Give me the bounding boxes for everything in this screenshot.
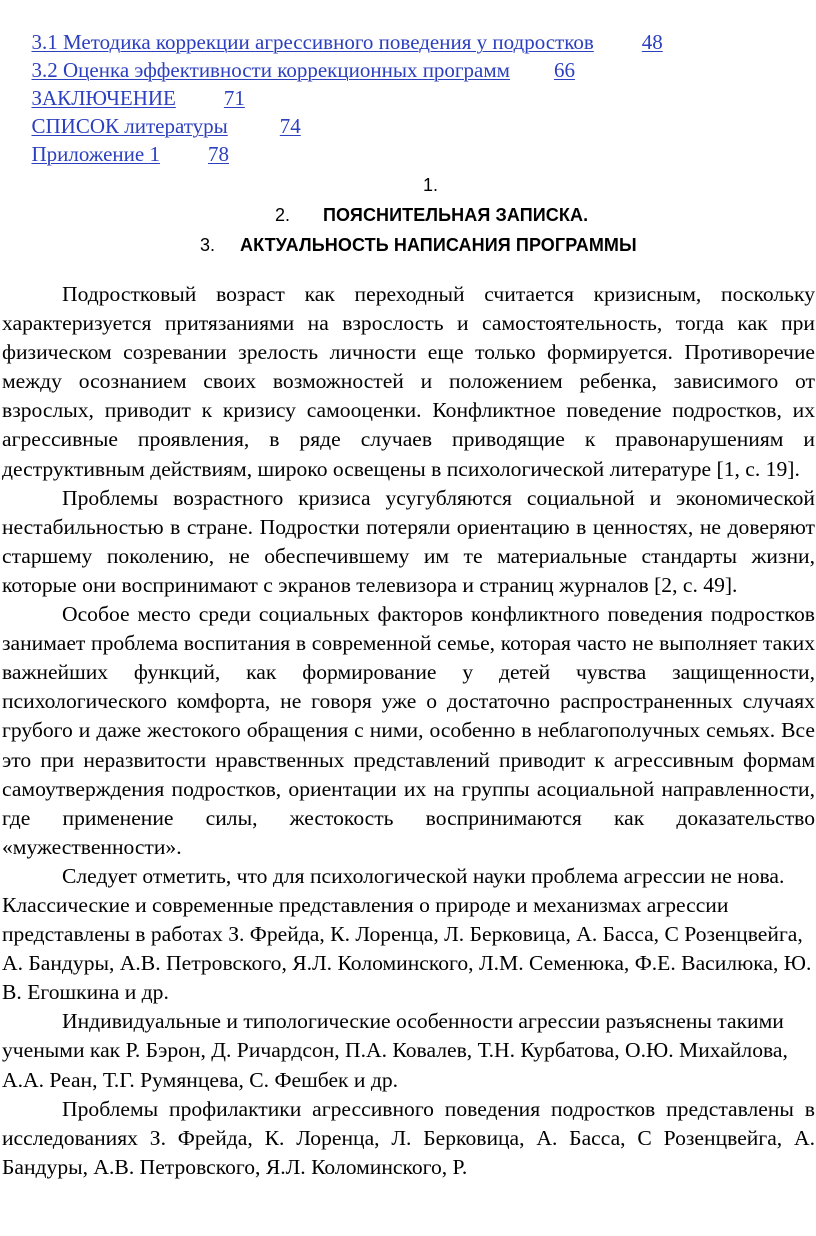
table-of-contents bbox=[0, 0, 816, 166]
toc-page-number: 66 bbox=[553, 58, 575, 82]
toc-entry[interactable] bbox=[0, 0, 816, 54]
paragraph: Индивидуальные и типологические особенности агрессии разъяснены такими учеными как Р. Бэрон, Д. Ричардсон, П.А. Ковалев, Т.Н. Курбатова, О.Ю. Михайлова, А.А. Реан, Т.Г. Румянцева, С. Фешбек и др. bbox=[2, 1009, 788, 1092]
toc-label: ЗАКЛЮЧЕНИЕ bbox=[31, 86, 176, 110]
paragraph: Особое место среди социальных факторов конфликтного поведения подростков занимает проблема воспитания в современной семье, которая часто не выполняет таких важнейших функций, как формирование у детей чувства защищенности, психологического комфорта, не говоря уже о достаточно распространенных случаях грубого и даже жестокого обращения с ними, особенно в неблагополучных семьях. Все это при неразвитости нравственных представлений приводит к агрессивным формам самоутверждения подростков, ориентации их на группы асоциальной направленности, где применение силы, жестокость воспринимаются как доказательство «мужественности». bbox=[2, 602, 815, 859]
heading-row bbox=[0, 200, 816, 230]
toc-page-number: 74 bbox=[279, 114, 301, 138]
toc-label: Приложение 1 bbox=[31, 142, 160, 166]
section-headings bbox=[0, 170, 816, 260]
paragraph: Проблемы профилактики агрессивного поведения подростков представлены в исследованиях З. Фрейда, К. Лоренца, Л. Берковица, А. Басса, С Розенцвейга, А. Бандуры, А.В. Петровского, Я.Л. Коломинского, Р. bbox=[2, 1096, 815, 1179]
paragraph: Подростковый возраст как переходный считается кризисным, поскольку характеризуется притязаниями на взрослость и самостоятельность, тогда как при физическом созревании зрелость личности еще только формируется. Противоречие между осознанием своих возможностей и положением ребенка, зависимого от взрослых, приводит к кризису самооценки. Конфликтное поведение подростков, их агрессивные проявления, в ряде случаев приводящие к правонарушениям и деструктивным действиям, широко освещены в психологической литературе [1, с. 19]. bbox=[2, 282, 815, 481]
paragraph: Следует отметить, что для психологической науки проблема агрессии не нова. Классические и современные представления о природе и механизмах агрессии представлены в работах З. Фрейда, К. Лоренца, Л. Берковица, А. Басса, С Розенцвейга, А. Бандуры, А.В. Петровского, Я.Л. Коломинского, Л.М. Семенюка, Ф.Е. Василюка, Ю. В. Егошкина и др. bbox=[2, 863, 812, 1005]
toc-page-number: 71 bbox=[223, 86, 245, 110]
toc-link[interactable] bbox=[32, 114, 301, 138]
heading-number: 3. bbox=[200, 235, 216, 255]
toc-page-number: 48 bbox=[641, 30, 663, 54]
toc-label: СПИСОК литературы bbox=[31, 114, 228, 138]
heading-row bbox=[0, 230, 816, 260]
toc-page-number: 78 bbox=[207, 142, 229, 166]
toc-link[interactable] bbox=[32, 142, 229, 166]
toc-link[interactable] bbox=[32, 30, 663, 54]
heading-row bbox=[0, 170, 816, 200]
toc-link[interactable] bbox=[32, 86, 245, 110]
heading-relevance: АКТУАЛЬНОСТЬ НАПИСАНИЯ ПРОГРАММЫ bbox=[240, 235, 637, 255]
heading-number: 2. bbox=[275, 205, 291, 225]
paragraph: Проблемы возрастного кризиса усугубляются социальной и экономической нестабильностью в стране. Подростки потеряли ориентацию в ценностях, не доверяют старшему поколению, не обеспечившему им те материальные стандарты жизни, которые они воспринимают с экранов телевизора и страниц журналов [2, с. 49]. bbox=[2, 485, 815, 597]
heading-explanatory-note: ПОЯСНИТЕЛЬНАЯ ЗАПИСКА. bbox=[323, 205, 589, 225]
toc-label: 3.1 Методика коррекции агрессивного поведения у подростков bbox=[31, 30, 594, 54]
heading-number: 1. bbox=[423, 175, 439, 195]
body-text bbox=[2, 280, 815, 1182]
toc-link[interactable] bbox=[32, 58, 575, 82]
toc-label: 3.2 Оценка эффективности коррекционных программ bbox=[31, 58, 510, 82]
